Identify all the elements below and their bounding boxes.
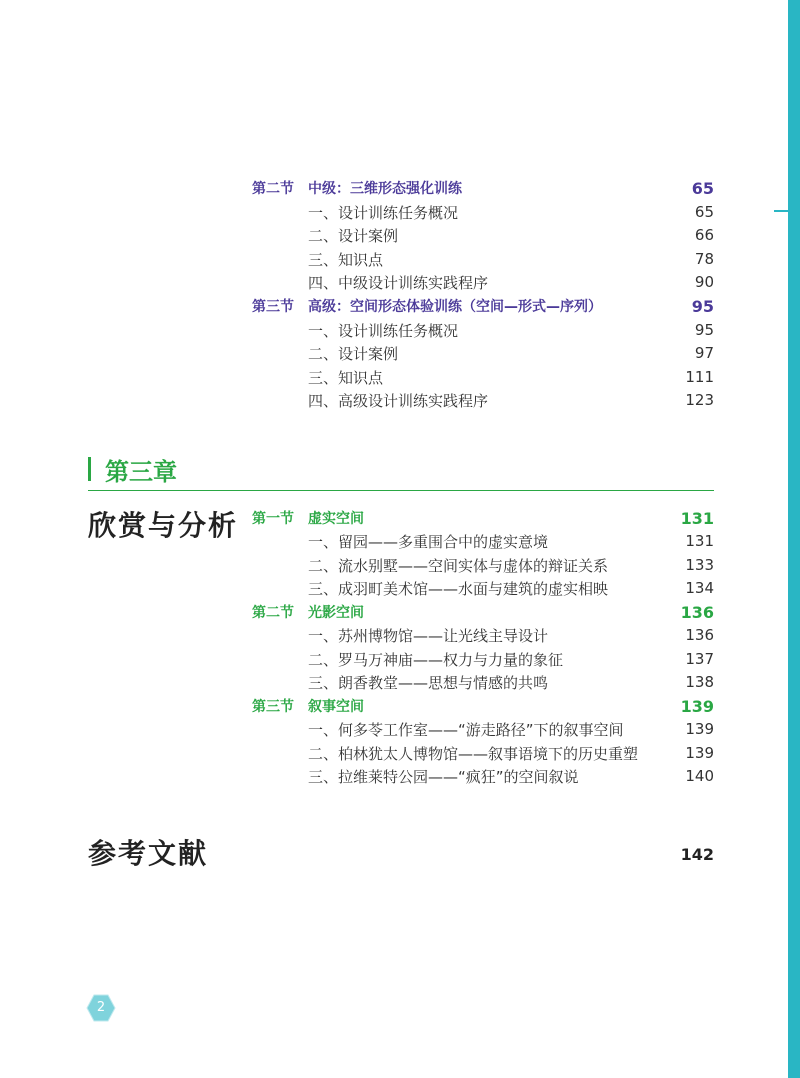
item-label: 二、罗马万神庙——权力与力量的象征 <box>308 650 564 669</box>
section-page: 136 <box>680 602 714 622</box>
item-label: 四、高级设计训练实践程序 <box>308 391 489 410</box>
toc-section-row[interactable] <box>0 600 800 624</box>
toc-item-row[interactable] <box>0 270 800 294</box>
toc-item-row[interactable] <box>0 247 800 271</box>
item-label: 四、中级设计训练实践程序 <box>308 273 489 292</box>
item-page: 123 <box>685 391 714 409</box>
item-page: 131 <box>685 532 714 550</box>
item-label: 一、设计训练任务概况 <box>308 203 459 222</box>
item-page: 139 <box>685 720 714 738</box>
toc-item-row[interactable] <box>0 388 800 412</box>
chapter-title: 欣赏与分析 <box>88 509 239 542</box>
toc-item-row[interactable] <box>0 553 800 577</box>
section-title: 光影空间 <box>308 605 364 621</box>
toc-section-row[interactable] <box>0 176 800 200</box>
toc-item-row[interactable] <box>0 647 800 671</box>
toc-item-row[interactable] <box>0 200 800 224</box>
chapter-heading <box>88 453 177 485</box>
section-page: 65 <box>691 178 714 198</box>
item-page: 140 <box>685 767 714 785</box>
item-page: 111 <box>685 368 714 386</box>
toc-item-row[interactable] <box>0 670 800 694</box>
section-title: 虚实空间 <box>308 511 364 527</box>
item-page: 95 <box>694 321 714 339</box>
item-label: 三、知识点 <box>308 368 384 387</box>
toc-item-row[interactable] <box>0 623 800 647</box>
toc-item-row[interactable] <box>0 365 800 389</box>
toc-item-row[interactable] <box>0 741 800 765</box>
references-page: 142 <box>680 845 714 864</box>
references-title[interactable]: 参考文献 <box>88 837 209 870</box>
item-label: 三、朗香教堂——思想与情感的共鸣 <box>308 673 549 692</box>
chapter-marker-bar <box>88 457 91 481</box>
item-page: 137 <box>685 650 714 668</box>
toc-item-row[interactable] <box>0 764 800 788</box>
item-page: 66 <box>694 226 714 244</box>
item-page: 90 <box>694 273 714 291</box>
item-label: 三、成羽町美术馆——水面与建筑的虚实相映 <box>308 579 609 598</box>
item-label: 二、柏林犹太人博物馆——叙事语境下的历史重塑 <box>308 744 639 763</box>
section-page: 139 <box>680 696 714 716</box>
toc-item-row[interactable] <box>0 576 800 600</box>
toc-section-row[interactable] <box>0 506 800 530</box>
chapter-divider <box>88 490 714 491</box>
toc-item-row[interactable] <box>0 318 800 342</box>
item-label: 一、设计训练任务概况 <box>308 321 459 340</box>
item-page: 97 <box>694 344 714 362</box>
item-page: 138 <box>685 673 714 691</box>
section-page: 95 <box>691 296 714 316</box>
item-page: 139 <box>685 744 714 762</box>
item-label: 二、流水别墅——空间实体与虚体的辩证关系 <box>308 556 609 575</box>
toc-item-row[interactable] <box>0 341 800 365</box>
item-page: 133 <box>685 556 714 574</box>
toc-section-row[interactable] <box>0 294 800 318</box>
item-label: 三、拉维莱特公园——“疯狂”的空间叙说 <box>308 767 579 786</box>
section-number: 第一节 <box>252 511 294 527</box>
item-page: 134 <box>685 579 714 597</box>
section-title: 高级：空间形态体验训练（空间—形式—序列） <box>308 299 602 315</box>
page-number-badge <box>86 993 116 1023</box>
section-number: 第二节 <box>252 605 294 621</box>
item-label: 一、留园——多重围合中的虚实意境 <box>308 532 549 551</box>
item-label: 一、苏州博物馆——让光线主导设计 <box>308 626 549 645</box>
section-title: 叙事空间 <box>308 699 364 715</box>
toc-item-row[interactable] <box>0 529 800 553</box>
item-label: 一、何多苓工作室——“游走路径”下的叙事空间 <box>308 720 624 739</box>
toc-section-row[interactable] <box>0 694 800 718</box>
item-page: 65 <box>694 203 714 221</box>
page-number: 2 <box>96 1000 106 1015</box>
chapter-label: 第三章 <box>105 457 177 486</box>
item-label: 三、知识点 <box>308 250 384 269</box>
item-page: 136 <box>685 626 714 644</box>
item-label: 二、设计案例 <box>308 344 399 363</box>
toc-item-row[interactable] <box>0 223 800 247</box>
item-label: 二、设计案例 <box>308 226 399 245</box>
toc-item-row[interactable] <box>0 717 800 741</box>
section-number: 第二节 <box>252 181 294 197</box>
item-page: 78 <box>694 250 714 268</box>
section-page: 131 <box>680 508 714 528</box>
section-number: 第三节 <box>252 699 294 715</box>
section-number: 第三节 <box>252 299 294 315</box>
section-title: 中级：三维形态强化训练 <box>308 181 462 197</box>
